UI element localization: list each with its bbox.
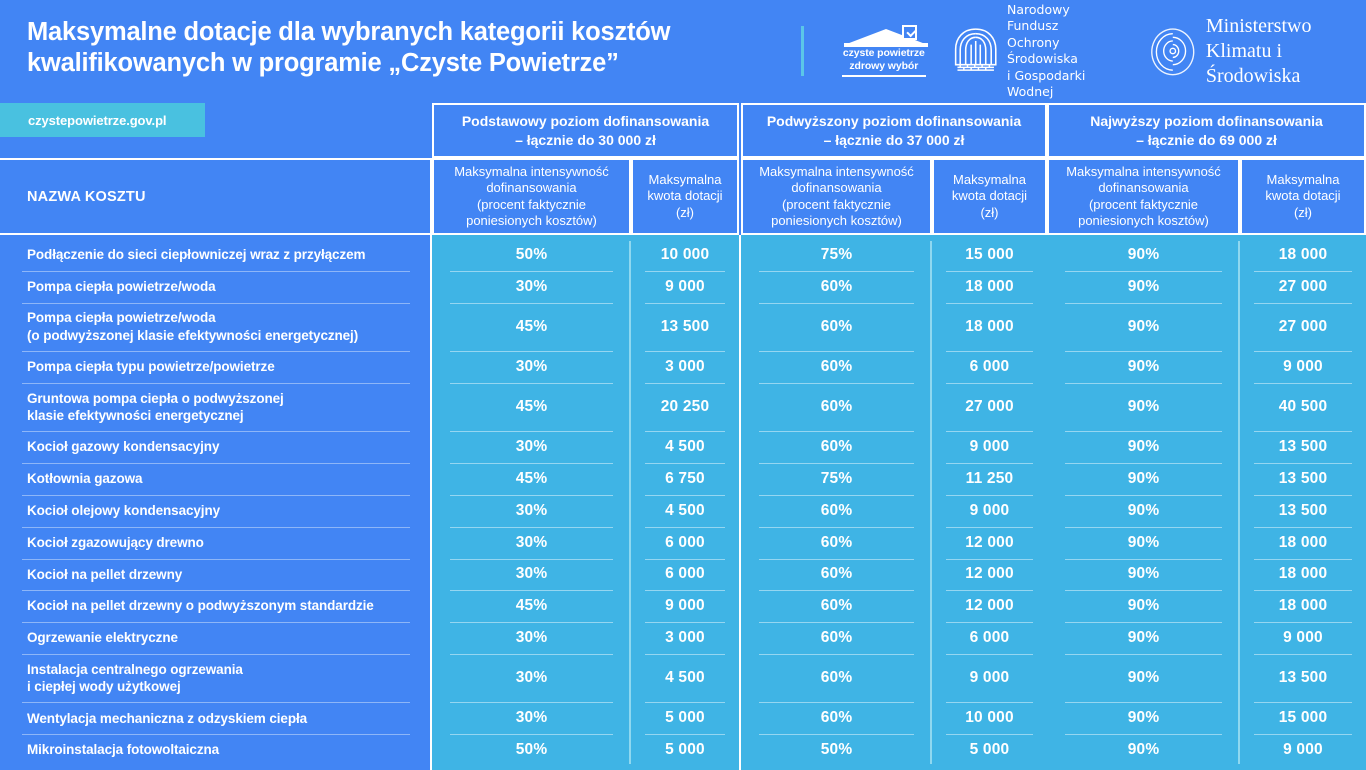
row-amount-2-11: 12 000 [965, 597, 1014, 615]
row-amount-1-10: 6 000 [665, 565, 705, 583]
row-percent-1-9: 30% [515, 533, 548, 551]
row-name-line-1-3: Pompa ciepła powietrze/woda [27, 310, 216, 326]
row-name-text-2 [27, 278, 216, 296]
group-header-line-2-2: – łącznie do 37 000 zł [823, 131, 965, 148]
row-name-line-1-15: Mikroinstalacja fotowoltaiczna [27, 742, 220, 758]
row-amount-2-3: 18 000 [965, 317, 1014, 335]
subheader-amount-text-2 [952, 172, 1027, 222]
subheader-amount-line-1-2: Maksymalna [953, 171, 1026, 187]
subheader-amount-line-2-3: kwota dotacji [1265, 188, 1341, 204]
row-name-7 [0, 463, 432, 495]
subheader-intensity-text-1 [454, 164, 609, 230]
row-percent-1-8: 30% [515, 501, 548, 519]
row-amount-1-13: 4 500 [665, 669, 705, 687]
czyste-powietrze-logo-line-2: zdrowy wybór [849, 59, 919, 72]
row-name-line-1-1: Podłączenie do sieci ciepłowniczej wraz z przyłączem [27, 247, 366, 263]
group-header-text-3 [1090, 112, 1323, 150]
row-percent-1-4: 30% [515, 357, 548, 375]
subheader-amount-2 [932, 158, 1047, 235]
row-amount-3-6: 13 500 [1278, 438, 1328, 456]
group-header-3 [1047, 103, 1366, 158]
subheader-amount-line-2-1: kwota dotacji [647, 188, 723, 204]
row-percent-3-2: 90% [1127, 277, 1160, 295]
row-percent-3-6: 90% [1127, 438, 1160, 456]
row-name-15 [0, 734, 432, 766]
row-percent-2-4: 60% [820, 357, 853, 375]
subheader-intensity-text-3 [1066, 164, 1221, 230]
row-amount-3-10: 18 000 [1278, 565, 1328, 583]
row-name-2 [0, 271, 432, 303]
row-name-text-3 [27, 309, 358, 344]
row-name-10 [0, 559, 432, 591]
row-percent-1-14: 30% [515, 709, 548, 727]
row-amount-2-7: 11 250 [965, 469, 1014, 487]
row-name-line-1-8: Kocioł olejowy kondensacyjny [27, 503, 221, 519]
row-amount-1-2: 9 000 [665, 277, 705, 295]
subheader-amount-text-1 [647, 172, 722, 222]
row-amount-1-14: 5 000 [665, 709, 705, 727]
row-amount-3-11: 18 000 [1278, 597, 1328, 615]
row-amount-2-9: 12 000 [965, 533, 1014, 551]
row-percent-3-13: 90% [1127, 669, 1160, 687]
row-percent-2-7: 75% [820, 469, 853, 487]
row-name-line-1-4: Pompa ciepła typu powietrze/powietrze [27, 359, 275, 375]
ministerstwo-line-1: Ministerstwo [1205, 14, 1312, 37]
row-percent-2-13: 60% [820, 669, 853, 687]
row-name-text-11 [27, 597, 374, 615]
row-name-text-9 [27, 534, 204, 552]
row-name-line-1-11: Kocioł na pellet drzewny o podwyższonym standardzie [27, 598, 374, 614]
row-percent-3-1: 90% [1127, 245, 1160, 263]
row-name-11 [0, 590, 432, 622]
row-amount-3-8: 13 500 [1278, 501, 1328, 519]
group-header-1 [432, 103, 739, 158]
row-amount-2-8: 9 000 [969, 501, 1010, 519]
row-name-line-1-14: Wentylacja mechaniczna z odzyskiem ciepła [27, 710, 308, 726]
subheader-intensity-text-2 [759, 164, 914, 230]
row-amount-1-15: 5 000 [665, 741, 705, 759]
row-percent-3-4: 90% [1127, 357, 1160, 375]
subheader-intensity-line-3-1: (procent faktycznie [476, 196, 587, 212]
row-percent-2-6: 60% [820, 438, 853, 456]
page-title-line-1: Maksymalne dotacje dla wybranych kategorii kosztów [27, 18, 671, 46]
subheader-intensity-line-4-2: poniesionych kosztów) [771, 213, 902, 228]
group-header-line-2-1: – łącznie do 30 000 zł [515, 131, 656, 148]
ministerstwo-line-2: Klimatu i Środowiska [1205, 39, 1301, 87]
website-badge-label: czystepowietrze.gov.pl [28, 112, 167, 128]
row-name-text-13 [27, 661, 243, 696]
row-percent-2-11: 60% [820, 597, 853, 615]
group-header-line-1-2: Podwyższony poziom dofinansowania [766, 112, 1022, 129]
row-amount-2-5: 27 000 [965, 398, 1014, 415]
row-percent-1-3: 45% [515, 317, 548, 335]
subheader-amount-line-3-3: (zł) [1293, 204, 1313, 220]
row-name-line-1-13: Instalacja centralnego ogrzewania [27, 661, 243, 677]
row-name-line-2-3: (o podwyższonej klasie efektywności energetycznej) [27, 327, 359, 343]
nfosigw-line-2: Ochrony Środowiska [1007, 34, 1078, 66]
czyste-powietrze-logo-line-1: czyste powietrze [842, 46, 925, 59]
row-percent-1-6: 30% [515, 438, 548, 456]
row-amount-3-5: 40 500 [1278, 398, 1328, 415]
row-name-text-10 [27, 566, 182, 584]
subheader-intensity-line-4-1: poniesionych kosztów) [466, 213, 597, 228]
row-name-line-1-12: Ogrzewanie elektryczne [27, 630, 178, 646]
row-percent-3-12: 90% [1127, 629, 1160, 647]
row-name-line-1-9: Kocioł zgazowujący drewno [27, 534, 204, 550]
row-name-text-5 [27, 390, 284, 425]
row-amount-2-14: 10 000 [965, 709, 1014, 727]
row-name-13 [0, 654, 432, 702]
row-percent-2-2: 60% [820, 277, 853, 295]
group-header-line-1-1: Podstawowy poziom dofinansowania [461, 112, 710, 129]
row-name-text-14 [27, 710, 307, 728]
row-amount-3-4: 9 000 [1283, 357, 1323, 375]
row-percent-1-7: 45% [515, 469, 548, 487]
row-name-text-7 [27, 470, 142, 488]
row-name-line-1-10: Kocioł na pellet drzewny [27, 566, 183, 582]
row-name-line-1-2: Pompa ciepła powietrze/woda [27, 278, 216, 294]
row-amount-3-14: 15 000 [1278, 709, 1328, 727]
row-name-line-1-7: Kotłownia gazowa [27, 471, 143, 487]
row-name-text-12 [27, 629, 178, 647]
subheader-intensity-1 [432, 158, 631, 235]
row-name-line-2-5: klasie efektywności energetycznej [27, 408, 244, 423]
row-amount-2-15: 5 000 [969, 741, 1010, 759]
subheader-amount-line-1-3: Maksymalna [1266, 171, 1340, 187]
row-amount-1-8: 4 500 [665, 501, 705, 519]
row-amount-1-11: 9 000 [665, 597, 705, 615]
row-name-text-15 [27, 741, 219, 759]
row-name-line-2-13: i ciepłej wody użytkowej [27, 679, 181, 695]
row-amount-3-15: 9 000 [1283, 741, 1323, 759]
subheader-intensity-line-4-3: poniesionych kosztów) [1078, 213, 1209, 228]
row-amount-3-12: 9 000 [1283, 629, 1323, 647]
row-percent-1-1: 50% [515, 245, 548, 263]
group-header-text-1 [462, 112, 709, 150]
row-percent-2-15: 50% [820, 741, 853, 759]
row-name-9 [0, 527, 432, 559]
subheader-amount-text-3 [1265, 172, 1340, 222]
row-amount-2-13: 9 000 [969, 669, 1010, 687]
row-name-text-4 [27, 358, 275, 376]
row-amount-1-3: 13 500 [660, 317, 710, 335]
page-title-line-2: kwalifikowanych w programie „Czyste Powietrze” [27, 49, 619, 77]
subheader-amount-line-1-1: Maksymalna [648, 171, 722, 187]
subheader-intensity-line-2-2: dofinansowania [791, 180, 882, 195]
subheader-intensity-line-1-3: Maksymalna intensywność [1066, 163, 1221, 179]
nfosigw-line-3: i Gospodarki Wodnej [1007, 67, 1086, 99]
row-name-3 [0, 303, 432, 351]
row-amount-3-1: 18 000 [1278, 245, 1328, 263]
row-amount-1-6: 4 500 [665, 438, 705, 456]
row-percent-1-15: 50% [515, 741, 548, 759]
row-percent-3-3: 90% [1127, 317, 1160, 335]
row-percent-2-1: 75% [820, 245, 853, 263]
row-name-5 [0, 383, 432, 431]
subheader-intensity-line-1-1: Maksymalna intensywność [454, 163, 609, 179]
subheader-intensity-3 [1047, 158, 1240, 235]
row-amount-2-1: 15 000 [965, 245, 1014, 263]
row-amount-1-4: 3 000 [665, 357, 705, 375]
subheader-intensity-line-2-3: dofinansowania [1098, 180, 1189, 195]
subheader-amount-line-3-2: (zł) [980, 204, 999, 220]
row-percent-1-11: 45% [515, 597, 548, 615]
row-percent-2-8: 60% [820, 501, 853, 519]
row-amount-3-13: 13 500 [1278, 669, 1328, 687]
subheader-amount-line-3-1: (zł) [675, 204, 695, 220]
name-column-header-label: NAZWA KOSZTU [27, 188, 146, 205]
subheader-amount-1 [631, 158, 739, 235]
row-percent-2-14: 60% [820, 709, 853, 727]
subheader-intensity-line-3-3: (procent faktycznie [1088, 196, 1199, 212]
row-percent-2-9: 60% [820, 533, 853, 551]
row-amount-1-7: 6 750 [665, 469, 705, 487]
row-percent-3-5: 90% [1127, 398, 1160, 415]
group-header-2 [741, 103, 1047, 158]
row-name-line-1-6: Kocioł gazowy kondensacyjny [27, 439, 220, 455]
subheader-amount-3 [1240, 158, 1366, 235]
row-percent-2-3: 60% [820, 317, 853, 335]
row-percent-3-11: 90% [1127, 597, 1160, 615]
row-name-12 [0, 622, 432, 654]
row-percent-1-13: 30% [515, 669, 548, 687]
row-amount-2-10: 12 000 [965, 565, 1014, 583]
row-name-4 [0, 351, 432, 383]
row-name-text-6 [27, 438, 219, 456]
group-header-line-1-3: Najwyższy poziom dofinansowania [1090, 112, 1323, 129]
row-name-8 [0, 495, 432, 527]
row-percent-1-5: 45% [515, 398, 548, 415]
row-percent-2-5: 60% [820, 398, 853, 415]
nfosigw-line-1: Narodowy Fundusz [1007, 1, 1070, 33]
row-percent-3-8: 90% [1127, 501, 1160, 519]
subheader-intensity-line-1-2: Maksymalna intensywność [759, 163, 914, 179]
name-column-header [0, 158, 432, 235]
row-amount-3-7: 13 500 [1278, 469, 1328, 487]
row-name-text-1 [27, 246, 365, 264]
row-amount-2-2: 18 000 [965, 277, 1014, 295]
subheader-amount-line-2-2: kwota dotacji [951, 188, 1028, 204]
row-name-14 [0, 702, 432, 734]
row-amount-2-12: 6 000 [969, 629, 1010, 647]
row-amount-3-9: 18 000 [1278, 533, 1328, 551]
subheader-intensity-line-3-2: (procent faktycznie [781, 196, 892, 212]
row-amount-1-1: 10 000 [660, 245, 710, 263]
row-amount-1-9: 6 000 [665, 533, 705, 551]
subheader-intensity-2 [741, 158, 932, 235]
row-amount-2-6: 9 000 [969, 438, 1010, 456]
row-percent-3-14: 90% [1127, 709, 1160, 727]
row-percent-3-10: 90% [1127, 565, 1160, 583]
row-percent-3-15: 90% [1127, 741, 1160, 759]
row-name-1 [0, 239, 432, 271]
row-amount-2-4: 6 000 [969, 357, 1010, 375]
row-percent-1-10: 30% [515, 565, 548, 583]
row-amount-1-5: 20 250 [660, 398, 710, 415]
row-name-line-1-5: Gruntowa pompa ciepła o podwyższonej [27, 390, 284, 406]
row-name-6 [0, 431, 432, 463]
group-header-line-2-3: – łącznie do 69 000 zł [1136, 131, 1277, 148]
row-percent-1-2: 30% [515, 277, 548, 295]
row-percent-2-12: 60% [820, 629, 853, 647]
row-amount-3-2: 27 000 [1278, 277, 1328, 295]
row-name-text-8 [27, 502, 220, 520]
row-percent-3-7: 90% [1127, 469, 1160, 487]
row-percent-2-10: 60% [820, 565, 853, 583]
row-amount-3-3: 27 000 [1278, 317, 1328, 335]
group-header-text-2 [767, 112, 1021, 150]
row-percent-3-9: 90% [1127, 533, 1160, 551]
row-amount-1-12: 3 000 [665, 629, 705, 647]
subheader-intensity-line-2-1: dofinansowania [486, 180, 577, 195]
row-percent-1-12: 30% [515, 629, 548, 647]
